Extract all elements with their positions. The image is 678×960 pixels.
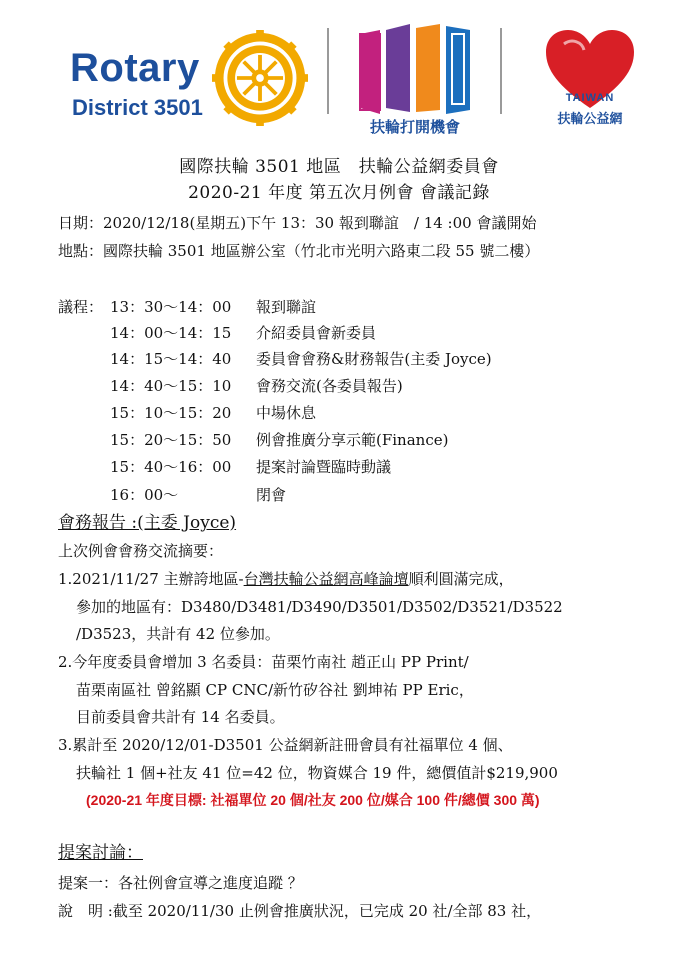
report-item-1-prefix: 1.2021/11/27 主辦誇地區- xyxy=(58,570,244,588)
proposal-explanation: 說 明 :截至 2020/11/30 止例會推廣狀況，已完成 20 社/全部 83 社， xyxy=(58,902,542,920)
agenda-time: 13：30～14：00 xyxy=(110,298,232,316)
report-item-2-line-2: 苗栗南區社 曾銘顯 CP CNC/新竹矽谷社 劉坤祐 PP Eric， xyxy=(76,681,474,699)
agenda-time: 16：00～ xyxy=(110,486,179,504)
header-divider xyxy=(327,28,329,114)
agenda-item xyxy=(110,296,316,318)
agenda-topic: 閉會 xyxy=(256,486,287,504)
agenda-time: 14：00～14：15 xyxy=(110,324,232,342)
agenda-topic: 報到聯誼 xyxy=(256,298,317,316)
document-subtitle: 2020-21 年度 第五次月例會 會議記錄 xyxy=(188,183,490,203)
proposal-heading: 提案討論： xyxy=(58,843,143,863)
agenda-time: 15：20～15：50 xyxy=(110,431,232,449)
taiwan-logo-label: TAIWAN xyxy=(565,92,615,104)
agenda-item xyxy=(110,348,492,370)
report-item-1 xyxy=(58,568,514,590)
agenda-topic: 例會推廣分享示範(Finance) xyxy=(256,431,449,449)
forum-name: 台灣扶輪公益網高峰論壇 xyxy=(243,570,409,588)
proposal-item-1: 提案一：各社例會宣導之進度追蹤 ？ xyxy=(58,874,303,892)
rotary-logo-wordmark: Rotary xyxy=(70,46,200,90)
report-item-2: 2.今年度委員會增加 3 名委員：苗栗竹南社 趙正山 PP Print/ xyxy=(58,653,469,671)
agenda-item xyxy=(110,456,391,478)
document-title: 國際扶輪 3501 地區 扶輪公益網委員會 xyxy=(179,157,499,177)
agenda-topic: 提案討論暨臨時動議 xyxy=(256,458,392,476)
report-item-3: 3.累計至 2020/12/01-D3501 公益網新註冊會員有社福單位 4 個、 xyxy=(58,736,513,754)
report-item-2-line-3: 目前委員會共計有 14 名委員。 xyxy=(76,708,285,726)
agenda-topic: 中場休息 xyxy=(256,404,317,422)
agenda-prefix: 議程： xyxy=(58,298,104,316)
agenda-topic: 介紹委員會新委員 xyxy=(256,324,377,342)
taiwan-logo-cn-label: 扶輪公益網 xyxy=(557,112,623,127)
agenda-topic: 會務交流(各委員報告) xyxy=(256,377,403,395)
report-summary-intro: 上次例會會務交流摘要： xyxy=(58,542,224,560)
header-divider xyxy=(500,28,502,114)
annual-goal: (2020-21 年度目標: 社福單位 20 個/社友 200 位/媒合 100 件/總價 300 萬) xyxy=(86,792,540,808)
report-item-1-line-3: /D3523，共計有 42 位參加。 xyxy=(76,625,280,643)
agenda-topic: 委員會會務&財務報告(主委 Joyce) xyxy=(256,350,492,368)
agenda-item xyxy=(110,322,376,344)
doors-logo-label: 扶輪打開機會 xyxy=(369,118,460,136)
rotary-district-label: District 3501 xyxy=(72,95,203,120)
agenda-time: 14：15～14：40 xyxy=(110,350,232,368)
meeting-date: 日期：2020/12/18(星期五)下午 13：30 報到聯誼 / 14 :00 會議開始 xyxy=(58,214,537,232)
doors-logo-icon xyxy=(356,20,474,116)
agenda-item xyxy=(110,375,403,397)
meeting-location: 地點：國際扶輪 3501 地區辦公室（竹北市光明六路東二段 55 號二樓） xyxy=(58,242,540,260)
report-item-3-line-2: 扶輪社 1 個+社友 41 位=42 位，物資媒合 19 件，總價值計$219,900 xyxy=(76,764,558,782)
agenda-item xyxy=(110,429,448,451)
report-item-1-suffix: 順利圓滿完成， xyxy=(408,570,514,588)
report-item-1-line-2: 參加的地區有：D3480/D3481/D3490/D3501/D3502/D3521/D3522 xyxy=(76,598,563,616)
agenda-time: 15：10～15：20 xyxy=(110,404,232,422)
agenda-item xyxy=(110,402,316,424)
report-heading: 會務報告 :(主委 Joyce) xyxy=(58,513,237,533)
agenda-item xyxy=(110,484,286,506)
rotary-wheel-icon xyxy=(212,30,308,126)
agenda-time: 15：40～16：00 xyxy=(110,458,232,476)
agenda-time: 14：40～15：10 xyxy=(110,377,232,395)
